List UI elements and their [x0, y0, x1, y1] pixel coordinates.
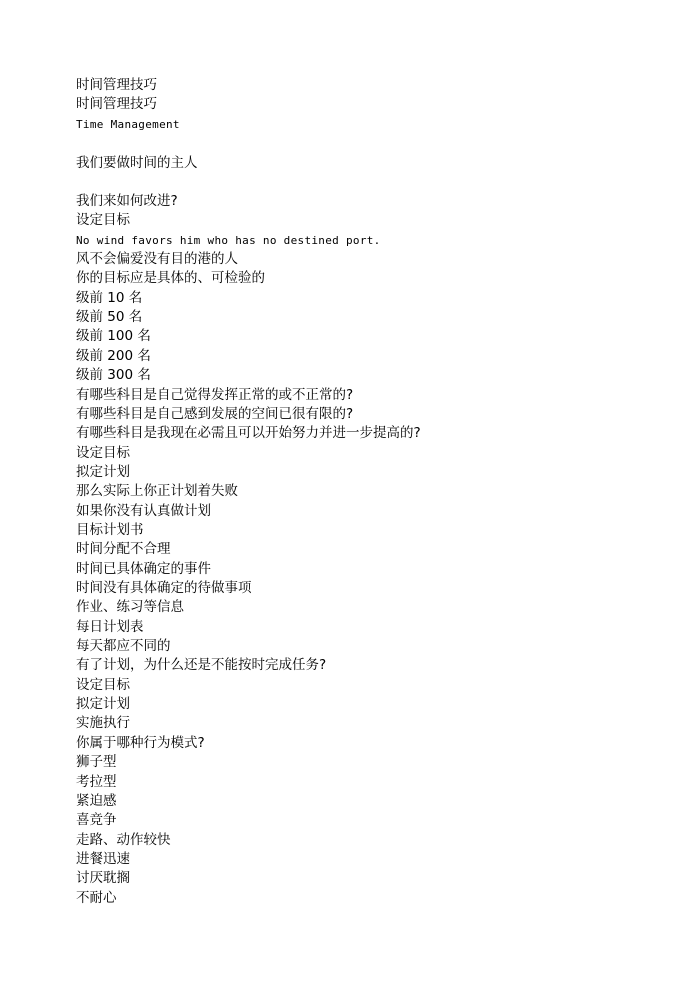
document-line: 级前 50 名	[76, 309, 143, 325]
document-title-english: Time Management	[76, 118, 180, 131]
document-line: 你的目标应是具体的、可检验的	[76, 270, 265, 286]
document-line: 实施执行	[76, 715, 130, 731]
document-line: 讨厌耽搁	[76, 870, 130, 886]
document-line: 每日计划表	[76, 619, 144, 635]
document-line: 走路、动作较快	[76, 832, 171, 848]
document-line: 拟定计划	[76, 464, 130, 480]
document-line: 有哪些科目是自己感到发展的空间已很有限的?	[76, 406, 354, 422]
document-title: 时间管理技巧	[76, 77, 157, 93]
document-line: 那么实际上你正计划着失败	[76, 483, 238, 499]
document-line: 级前 100 名	[76, 328, 151, 344]
document-title-repeat: 时间管理技巧	[76, 96, 157, 112]
document-line: 风不会偏爱没有目的港的人	[76, 251, 238, 267]
document-line: 设定目标	[76, 677, 130, 693]
document-line: 你属于哪种行为模式?	[76, 735, 205, 751]
document-line: 每天都应不同的	[76, 638, 171, 654]
document-line: 级前 10 名	[76, 290, 143, 306]
document-line: 有哪些科目是自己觉得发挥正常的或不正常的?	[76, 387, 354, 403]
document-line: 目标计划书	[76, 522, 144, 538]
document-line: 我们来如何改进?	[76, 193, 178, 209]
document-line: 不耐心	[76, 890, 117, 906]
document-line: 时间已具体确定的事件	[76, 561, 211, 577]
document-line: 有哪些科目是我现在必需且可以开始努力并进一步提高的?	[76, 425, 421, 441]
document-line: 拟定计划	[76, 696, 130, 712]
document-line: 时间分配不合理	[76, 541, 171, 557]
document-line: 考拉型	[76, 774, 117, 790]
document-line: 狮子型	[76, 754, 117, 770]
document-line: No wind favors him who has no destined port.	[76, 234, 381, 247]
document-line: 如果你没有认真做计划	[76, 503, 211, 519]
document-line: 时间没有具体确定的待做事项	[76, 580, 252, 596]
document-line: 有了计划，为什么还是不能按时完成任务?	[76, 657, 327, 673]
document-line: 级前 200 名	[76, 348, 151, 364]
document-line: 喜竞争	[76, 812, 117, 828]
document-line: 级前 300 名	[76, 367, 151, 383]
document-line: 设定目标	[76, 212, 130, 228]
document-line: 进餐迅速	[76, 851, 130, 867]
document-line: 紧迫感	[76, 793, 117, 809]
document-heading: 我们要做时间的主人	[76, 155, 198, 171]
document-line: 设定目标	[76, 445, 130, 461]
document-line: 作业、练习等信息	[76, 599, 184, 615]
